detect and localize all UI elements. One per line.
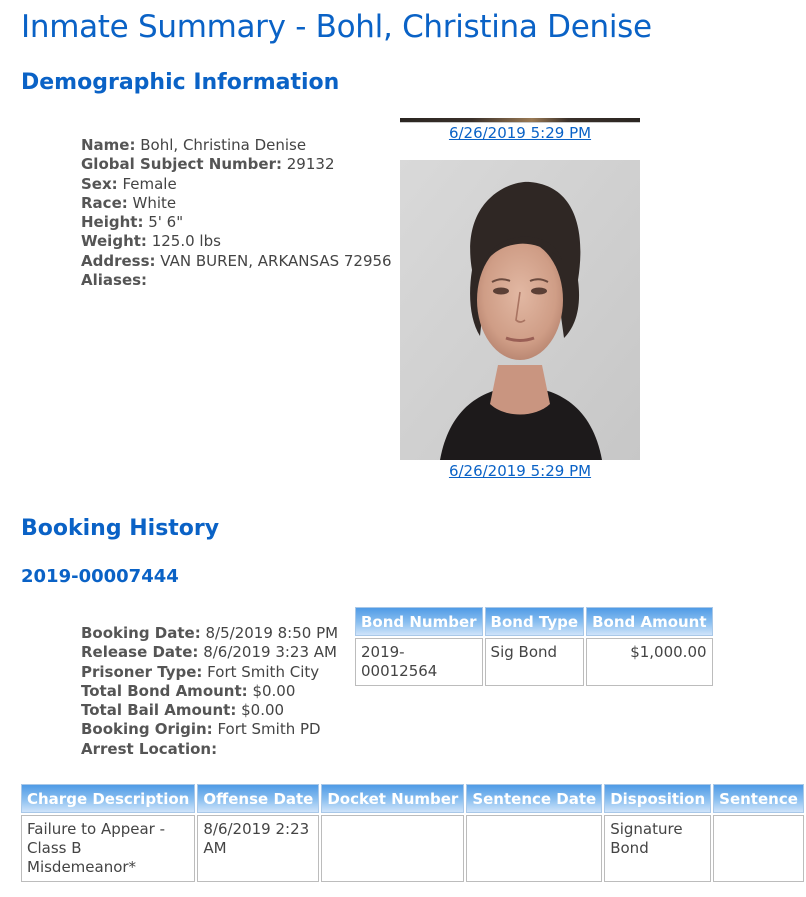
aliases-row	[81, 271, 392, 290]
bond-amount-cell: $1,000.00	[586, 638, 712, 686]
release-date-value: 8/6/2019 3:23 AM	[203, 643, 337, 662]
sex-label: Sex:	[81, 174, 118, 193]
prisoner-type-row	[81, 663, 338, 682]
bond-number-cell: 2019-00012564	[355, 638, 483, 686]
table-row	[21, 815, 804, 882]
subject-number-value: 29132	[286, 155, 335, 174]
booking-origin-label: Booking Origin:	[81, 720, 213, 739]
docket-number-cell	[321, 815, 464, 882]
bond-type-cell: Sig Bond	[485, 638, 585, 686]
total-bail-label: Total Bail Amount:	[81, 701, 237, 720]
race-label: Race:	[81, 193, 128, 212]
booking-date-label: Booking Date:	[81, 624, 201, 642]
height-value: 5' 6"	[148, 213, 184, 232]
sex-value: Female	[122, 174, 177, 193]
sex-row	[81, 175, 392, 194]
bond-amount-header[interactable]: Bond Amount	[586, 607, 712, 636]
booking-number: 2019-00007444	[21, 566, 179, 587]
bond-number-header[interactable]: Bond Number	[355, 607, 483, 636]
demographic-info	[81, 136, 392, 290]
total-bond-row	[81, 682, 338, 701]
sentence-date-header[interactable]: Sentence Date	[466, 784, 602, 813]
page-title: Inmate Summary - Bohl, Christina Denise	[21, 9, 652, 45]
race-value: White	[132, 193, 177, 212]
prisoner-type-label: Prisoner Type:	[81, 662, 203, 681]
weight-label: Weight:	[81, 232, 147, 251]
charge-description-header[interactable]: Charge Description	[21, 784, 195, 813]
address-row	[81, 252, 392, 271]
sentence-date-cell	[466, 815, 602, 882]
booking-info	[81, 624, 338, 759]
release-date-label: Release Date:	[81, 643, 199, 662]
height-label: Height:	[81, 213, 144, 232]
total-bail-row	[81, 701, 338, 720]
race-row	[81, 194, 392, 213]
bond-type-header[interactable]: Bond Type	[485, 607, 585, 636]
bond-table-header	[355, 607, 713, 636]
offense-date-cell: 8/6/2019 2:23 AM	[197, 815, 319, 882]
name-row	[81, 136, 392, 155]
docket-number-header[interactable]: Docket Number	[321, 784, 464, 813]
charge-table-header	[21, 784, 804, 813]
arrest-location-row	[81, 740, 338, 759]
prisoner-type-value: Fort Smith City	[207, 662, 320, 681]
charge-table	[19, 782, 806, 884]
arrest-location-label: Arrest Location:	[81, 739, 218, 758]
total-bail-value: $0.00	[241, 701, 285, 720]
sentence-cell	[713, 815, 804, 882]
offense-date-header[interactable]: Offense Date	[197, 784, 319, 813]
sentence-header[interactable]: Sentence	[713, 784, 804, 813]
name-label: Name:	[81, 136, 136, 154]
booking-date-row	[81, 624, 338, 643]
booking-date-value: 8/5/2019 8:50 PM	[205, 624, 339, 642]
disposition-cell: Signature Bond	[604, 815, 711, 882]
address-value: VAN BUREN, ARKANSAS 72956	[160, 251, 392, 270]
table-row	[355, 638, 713, 686]
photo-date-link-2[interactable]: 6/26/2019 5:29 PM	[448, 462, 592, 480]
aliases-label: Aliases:	[81, 271, 148, 290]
demographic-heading: Demographic Information	[21, 70, 340, 95]
bond-table	[353, 605, 715, 688]
booking-history-heading: Booking History	[21, 516, 220, 541]
height-row	[81, 213, 392, 232]
total-bond-label: Total Bond Amount:	[81, 681, 248, 700]
total-bond-value: $0.00	[252, 681, 296, 700]
address-label: Address:	[81, 251, 156, 270]
weight-row	[81, 232, 392, 251]
photo-date-link-1[interactable]: 6/26/2019 5:29 PM	[448, 124, 592, 142]
mugshot-photo[interactable]	[400, 160, 640, 460]
subject-number-label: Global Subject Number:	[81, 155, 282, 174]
photo-divider	[400, 122, 640, 123]
booking-origin-row	[81, 720, 338, 739]
charge-description-cell: Failure to Appear - Class B Misdemeanor*	[21, 815, 195, 882]
release-date-row	[81, 643, 338, 662]
booking-origin-value: Fort Smith PD	[217, 720, 321, 739]
weight-value: 125.0 lbs	[151, 232, 221, 251]
subject-number-row	[81, 155, 392, 174]
disposition-header[interactable]: Disposition	[604, 784, 711, 813]
name-value: Bohl, Christina Denise	[140, 136, 307, 154]
